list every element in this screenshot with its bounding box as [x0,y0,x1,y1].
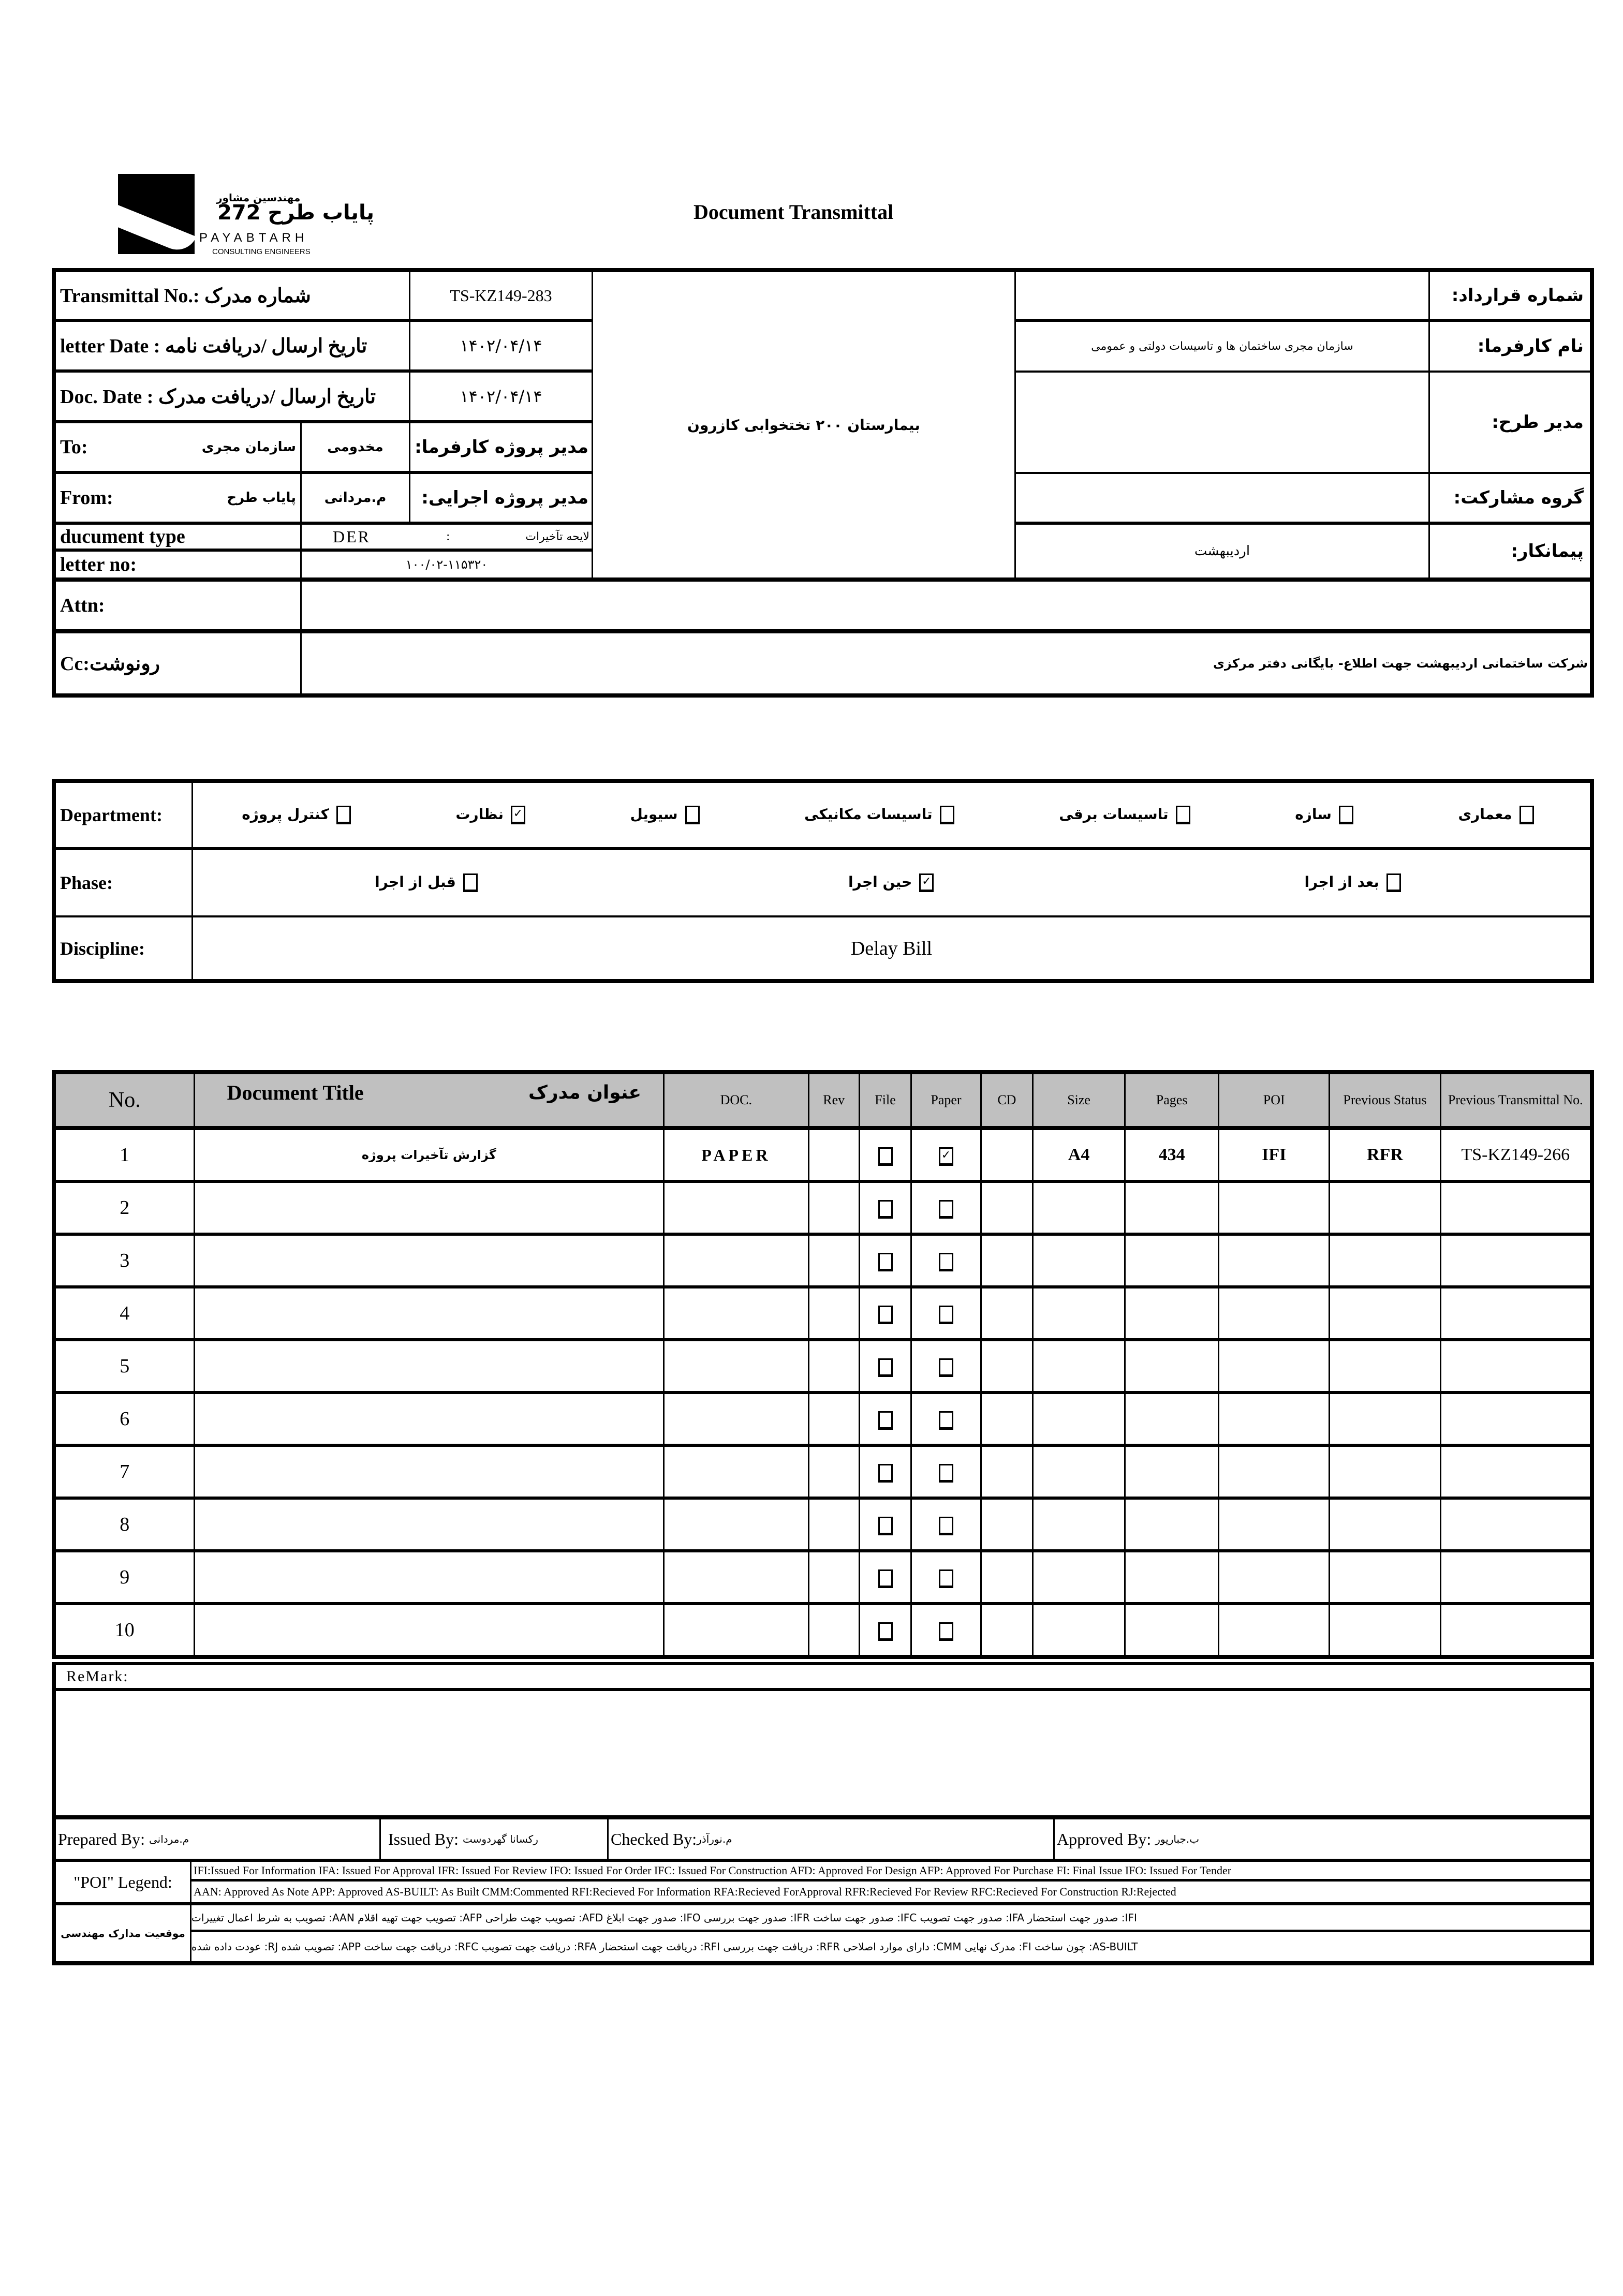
cell-file [859,1498,911,1551]
checkbox-icon[interactable] [939,1569,953,1588]
checkbox-icon[interactable] [878,1200,893,1219]
cc-label: Cc:رونوشت [56,633,302,693]
cell-pages [1125,1340,1219,1393]
cell-rev [808,1604,859,1657]
cell-title [194,1287,664,1340]
from-value: پایاب طرح [227,490,296,506]
col-header-poi: POI [1219,1072,1330,1128]
cell-paper [911,1128,981,1181]
cell-no: 1 [54,1128,194,1181]
discipline-label: Discipline: [56,917,193,979]
cell-doc [664,1234,808,1287]
cell-doc [664,1287,808,1340]
checkbox-icon[interactable] [463,873,478,892]
checkbox-icon[interactable] [939,1358,953,1377]
dept-option-structure[interactable]: سازه [1295,806,1361,824]
letter-no-value: ۱۰۰/۰۲-۱۱۵۳۲۰ [405,557,488,572]
cell-file [859,1551,911,1604]
phase-option-after[interactable]: بعد از اجرا [1304,873,1408,892]
checked-by [609,1819,1055,1859]
cell-file [859,1181,911,1234]
approved-by [1055,1819,1590,1859]
cell-poi [1219,1498,1330,1551]
fa-legend-label: موقعیت مدارک مهندسی [56,1905,191,1961]
cell-size [1033,1604,1125,1657]
remark-block [52,1662,1594,1817]
col-header-previous-status: Previous Status [1330,1072,1440,1128]
cell-size [1033,1498,1125,1551]
cell-file [859,1128,911,1181]
phase-option-before[interactable]: قبل از اجرا [375,873,485,892]
table-row [54,1393,1592,1445]
checkbox-icon[interactable] [878,1622,893,1641]
cell-rev [808,1393,859,1445]
cell-previous-transmittal: TS-KZ149-266 [1440,1128,1592,1181]
checked-by-label: Checked By: [611,1829,697,1848]
checkbox-icon[interactable] [940,806,954,824]
col-header-pages: Pages [1125,1072,1219,1128]
cell-pages [1125,1604,1219,1657]
cell-previous-transmittal [1440,1393,1592,1445]
checkbox-icon[interactable] [685,806,700,824]
cell-pages [1125,1445,1219,1498]
checkbox-icon[interactable] [878,1358,893,1377]
cell-title: گزارش تآخیرات پروژه [194,1128,664,1181]
checkbox-icon[interactable] [878,1253,893,1271]
cell-previous-status [1330,1340,1440,1393]
from-person: م.مردانی [302,474,410,525]
remark-label: ReMark: [56,1665,1590,1691]
dept-option-architecture[interactable]: معماری [1458,806,1541,824]
cell-previous-transmittal [1440,1287,1592,1340]
project-name: بیمارستان ۲۰۰ تختخوابی کازرون [592,272,1016,577]
remark-input[interactable] [56,1691,1590,1820]
to-role: مدیر پروژه کارفرما: [410,423,592,474]
poi-legend-line-1: IFI:Issued For Information IFA: Issued For Approval IFR: Issued For Review IFO: Issued For Order IFC: Issued For Construction AFD: Approved For Design AFP: Approved For Purchase FI: Final Issue IFO: Issued For Tender [191,1862,1590,1882]
phase-option-during[interactable]: ✓حین اجرا [848,873,941,892]
cell-poi [1219,1445,1330,1498]
cell-rev [808,1551,859,1604]
col-header-previous-transmittal: Previous Transmittal No. [1440,1072,1592,1128]
doc-date-value: ۱۴۰۲/۰۴/۱۴ [410,373,592,423]
checkbox-icon[interactable] [1339,806,1353,824]
cell-rev [808,1128,859,1181]
logo-english: PAYABTARH [199,231,308,245]
from-label: From: [60,487,113,509]
attn-value[interactable] [302,582,1590,629]
checkbox-icon[interactable] [878,1147,893,1166]
cell-cd [981,1445,1032,1498]
table-row [54,1604,1592,1657]
cell-title [194,1604,664,1657]
cell-no: 10 [54,1604,194,1657]
cell-file [859,1604,911,1657]
department-options [193,783,1590,847]
cell-pages [1125,1551,1219,1604]
classification-block [52,779,1594,983]
documents-table [52,1070,1594,1659]
table-row [54,1445,1592,1498]
partnership-value [1016,474,1430,525]
cell-doc [664,1445,808,1498]
cell-poi [1219,1340,1330,1393]
cell-paper [911,1551,981,1604]
to-value: سازمان مجری [201,439,296,455]
col-header-title-fa: عنوان مدرک [528,1082,642,1103]
cell-cd [981,1181,1032,1234]
cell-doc [664,1181,808,1234]
cell-size [1033,1551,1125,1604]
col-header-rev: Rev [808,1072,859,1128]
cell-previous-transmittal [1440,1445,1592,1498]
approved-by-value: ب.جبارپور [1155,1833,1200,1845]
cell-rev [808,1181,859,1234]
doc-type-fa: لایحه تآخیرات [525,530,589,543]
cell-poi [1219,1393,1330,1445]
checkbox-icon[interactable] [878,1517,893,1535]
cell-title [194,1181,664,1234]
fa-legend-line-2: AS-BUILT: چون ساخت FI: مدرک نهایی CMM: دارای موارد اصلاحی RFR: دریافت جهت بررسی RFI: دریافت جهت استحضار RFA: دریافت جهت تصویب RFC: دریافت جهت ساخت APP: تصویب شده RJ: عودت داده شده [191,1941,1138,1953]
cell-title [194,1445,664,1498]
checkbox-icon[interactable] [878,1569,893,1588]
checkbox-icon[interactable] [878,1464,893,1483]
cell-previous-status [1330,1287,1440,1340]
checkbox-icon[interactable] [336,806,351,824]
cc-value: شرکت ساختمانی اردیبهشت جهت اطلاع- بایگانی دفتر مرکزی [1213,656,1588,671]
cell-size [1033,1340,1125,1393]
checked-by-value: م.نورآذر [697,1833,732,1845]
to-person: مخدومی [302,423,410,474]
logo-swoosh-icon [118,204,195,254]
cell-pages [1125,1234,1219,1287]
discipline-value: Delay Bill [850,937,933,959]
issued-by-value: رکسانا گهردوست [463,1833,538,1845]
cell-title [194,1551,664,1604]
cell-poi [1219,1234,1330,1287]
logo-subtitle-fa: مهندسین مشاور [216,191,301,204]
cell-previous-transmittal [1440,1181,1592,1234]
transmittal-no-label: Transmittal No.: شماره مدرک [60,285,311,307]
cell-no: 6 [54,1393,194,1445]
cell-rev [808,1498,859,1551]
cell-cd [981,1498,1032,1551]
doc-date-label: Doc. Date : تاریخ ارسال /دریافت مدرک [60,386,376,408]
cell-rev [808,1445,859,1498]
logo-name: پایاب طرح 272 [217,201,375,225]
cell-pages: 434 [1125,1128,1219,1181]
issued-by [381,1819,609,1859]
cell-size [1033,1181,1125,1234]
transmittal-no-value: TS-KZ149-283 [410,272,592,322]
cell-rev [808,1287,859,1340]
cell-previous-status [1330,1393,1440,1445]
table-row [54,1181,1592,1234]
cell-doc [664,1393,808,1445]
logo-tagline: CONSULTING ENGINEERS [212,247,311,256]
cell-size: A4 [1033,1128,1125,1181]
client-label: نام کارفرما: [1430,322,1590,373]
dept-option-electrical[interactable]: تاسیسات برقی [1059,806,1197,824]
fa-legend-line-1: IFI: صدور جهت استحضار IFA: صدور جهت تصویب IFC: صدور جهت ساخت IFR: صدور جهت بررسی IFO: صدور جهت ابلاغ AFD: تصویب جهت طراحی AFP: تصویب جهت تهیه اقلام AAN: تصویب به شرط اعمال تغییرات [191,1905,1590,1932]
cell-no: 4 [54,1287,194,1340]
col-header-title [194,1072,664,1128]
contractor-label: پیمانکار: [1511,541,1584,561]
checkbox-icon[interactable] [878,1411,893,1430]
cell-doc [664,1498,808,1551]
cell-doc [664,1551,808,1604]
transmittal-info-block [52,268,1594,698]
cell-rev [808,1340,859,1393]
table-row [54,1498,1592,1551]
cell-doc [664,1604,808,1657]
cell-title [194,1393,664,1445]
cell-size [1033,1234,1125,1287]
checkbox-icon[interactable] [1386,873,1401,892]
dept-option-mechanical[interactable]: تاسیسات مکانیکی [804,806,962,824]
cell-file [859,1287,911,1340]
cell-pages [1125,1181,1219,1234]
cell-no: 2 [54,1181,194,1234]
dept-option-supervision[interactable]: ✓نظارت [455,806,533,824]
checkbox-icon[interactable] [939,1411,953,1430]
prepared-by-label: Prepared By: [58,1829,145,1848]
cell-previous-status [1330,1551,1440,1604]
checkbox-icon[interactable] [939,1200,953,1219]
cell-size [1033,1393,1125,1445]
contract-no-value [1016,272,1430,322]
prepared-by [56,1819,381,1859]
cell-title [194,1498,664,1551]
cell-poi [1219,1181,1330,1234]
cell-doc: PAPER [664,1128,808,1181]
cell-poi [1219,1551,1330,1604]
page-title: Document Transmittal [694,200,894,224]
cell-previous-status [1330,1445,1440,1498]
col-header-no: No. [54,1072,194,1128]
checkbox-icon[interactable] [939,1517,953,1535]
plan-manager-value [1016,373,1430,474]
cell-no: 7 [54,1445,194,1498]
cell-previous-status [1330,1498,1440,1551]
cell-no: 9 [54,1551,194,1604]
plan-manager-label: مدیر طرح: [1430,373,1590,474]
company-logo [118,174,195,254]
cell-previous-transmittal [1440,1234,1592,1287]
cell-paper [911,1604,981,1657]
doc-type-label: ducument type [60,526,185,547]
dept-option-civil[interactable]: سیویل [630,806,707,824]
cell-cd [981,1551,1032,1604]
approved-by-label: Approved By: [1057,1829,1152,1848]
department-label: Department: [56,783,193,847]
cell-cd [981,1340,1032,1393]
cell-no: 3 [54,1234,194,1287]
cell-cd [981,1128,1032,1181]
cell-previous-status [1330,1604,1440,1657]
cell-doc [664,1340,808,1393]
cell-paper [911,1498,981,1551]
checkbox-icon[interactable] [1519,806,1534,824]
issued-by-label: Issued By: [388,1829,459,1848]
letter-date-value: ۱۴۰۲/۰۴/۱۴ [410,322,592,373]
cell-paper [911,1340,981,1393]
col-header-file: File [859,1072,911,1128]
contract-no-label: شماره قرارداد: [1430,272,1590,322]
footer-block [52,1815,1594,1965]
cell-size [1033,1445,1125,1498]
checkbox-icon[interactable] [878,1306,893,1324]
phase-label: Phase: [56,850,193,915]
poi-legend-label: "POI" Legend: [56,1862,191,1902]
cell-no: 5 [54,1340,194,1393]
contractor-value: اردیبهشت [1016,525,1430,577]
cell-cd [981,1234,1032,1287]
cell-poi [1219,1287,1330,1340]
cell-paper [911,1181,981,1234]
cell-size [1033,1287,1125,1340]
col-header-size: Size [1033,1072,1125,1128]
cell-paper [911,1234,981,1287]
checkbox-icon[interactable] [939,1306,953,1324]
cell-previous-status: RFR [1330,1128,1440,1181]
cell-file [859,1393,911,1445]
attn-label: Attn: [56,582,302,629]
checkbox-icon[interactable] [939,1464,953,1483]
cell-pages [1125,1393,1219,1445]
cell-paper [911,1445,981,1498]
cell-title [194,1234,664,1287]
prepared-by-value: م.مردانی [149,1833,189,1845]
cell-previous-transmittal [1440,1551,1592,1604]
cell-previous-transmittal [1440,1604,1592,1657]
to-label: To: [60,436,88,458]
cell-pages [1125,1287,1219,1340]
cell-poi: IFI [1219,1128,1330,1181]
cell-pages [1125,1498,1219,1551]
partnership-label: گروه مشارکت: [1430,474,1590,525]
dept-option-project-control[interactable]: کنترل پروژه [242,806,358,824]
col-header-cd: CD [981,1072,1032,1128]
cell-title [194,1340,664,1393]
from-role: مدیر پروژه اجرایی: [410,474,592,525]
letter-date-label: letter Date : تاریخ ارسال /دریافت نامه [60,335,367,357]
doc-type-code: DER [333,527,371,546]
letter-no-label: letter no: [60,554,137,575]
table-row [54,1287,1592,1340]
phase-options [193,850,1590,915]
table-row [54,1234,1592,1287]
cell-file [859,1340,911,1393]
cell-cd [981,1604,1032,1657]
checkbox-checked-icon[interactable]: ✓ [939,1147,953,1166]
client-value: سازمان مجری ساختمان ها و تاسیسات دولتی و عمومی [1016,322,1430,373]
cell-file [859,1234,911,1287]
col-header-doc: DOC. [664,1072,808,1128]
cell-previous-status [1330,1181,1440,1234]
table-row [54,1128,1592,1181]
checkbox-icon[interactable] [1176,806,1190,824]
col-header-title-en: Document Title [227,1080,364,1104]
checkbox-icon[interactable] [939,1253,953,1271]
checkbox-icon[interactable] [939,1622,953,1641]
cell-rev [808,1234,859,1287]
cell-file [859,1445,911,1498]
cell-previous-transmittal [1440,1498,1592,1551]
cell-paper [911,1287,981,1340]
table-row [54,1340,1592,1393]
cell-previous-status [1330,1234,1440,1287]
poi-legend-line-2: AAN: Approved As Note APP: Approved AS-BUILT: As Built CMM:Commented RFI:Recieved For Information RFA:Recieved ForApproval RFR:Recieved For Review RFC:Recieved For Construction RJ:Rejected [194,1885,1176,1898]
cell-paper [911,1393,981,1445]
checkbox-checked-icon[interactable]: ✓ [919,873,934,892]
cell-cd [981,1393,1032,1445]
doc-type-separator: : [446,529,450,543]
cell-no: 8 [54,1498,194,1551]
col-header-paper: Paper [911,1072,981,1128]
checkbox-checked-icon[interactable]: ✓ [511,806,525,824]
cell-previous-transmittal [1440,1340,1592,1393]
table-row [54,1551,1592,1604]
cell-poi [1219,1604,1330,1657]
cell-cd [981,1287,1032,1340]
